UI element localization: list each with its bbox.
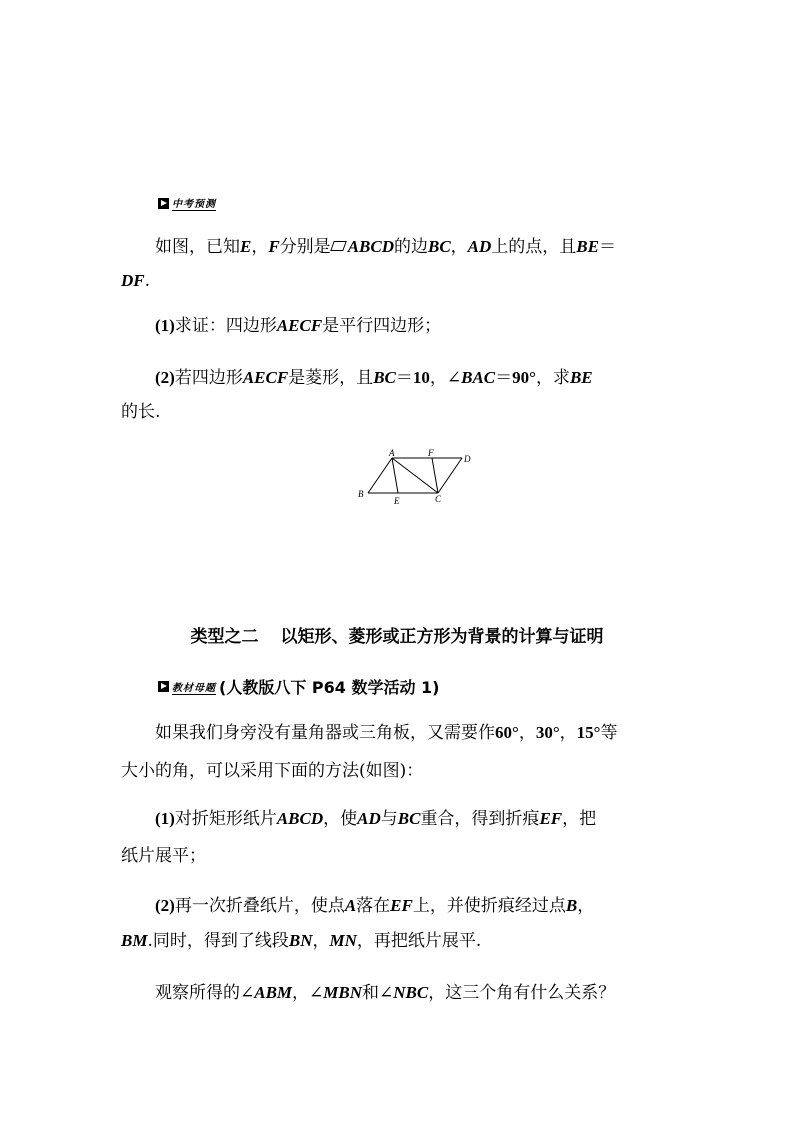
method-intro-line-1: 如果我们身旁没有量角器或三角板，又需要作60°，30°，15°等 xyxy=(155,723,618,743)
textbook-reference: (人教版八下 P64 数学活动 1) xyxy=(219,678,440,697)
problem-intro-line-2: DF. xyxy=(121,271,151,291)
label-B: B xyxy=(358,489,364,499)
tag-label: 中考预测 xyxy=(172,195,216,211)
textbook-problem-tag xyxy=(158,675,439,698)
label-D: D xyxy=(464,454,471,464)
section-heading: 类型之二 以矩形、菱形或正方形为背景的计算与证明 xyxy=(190,627,604,647)
parallelogram-figure xyxy=(352,446,482,510)
step-2-line-2: BM.同时，得到了线段BN，MN，再把纸片展平. xyxy=(121,931,482,951)
label-F: F xyxy=(428,448,434,458)
question-2-line-2: 的长. xyxy=(121,402,161,422)
tag-label: 教材母题 xyxy=(172,679,216,695)
segment-AE xyxy=(392,458,398,493)
label-A: A xyxy=(389,448,395,458)
method-intro-line-2: 大小的角，可以采用下面的方法(如图)： xyxy=(121,761,424,781)
segment-AB xyxy=(368,458,392,493)
segment-FC xyxy=(432,458,438,493)
exam-prediction-tag xyxy=(158,195,216,211)
step-1-line-2: 纸片展平； xyxy=(121,846,206,866)
play-triangle-icon xyxy=(158,198,169,209)
observation-question: 观察所得的∠ABM，∠MBN和∠NBC，这三个角有什么关系？ xyxy=(155,983,616,1003)
question-2-line-1: (2)若四边形AECF是菱形，且BC＝10，∠BAC＝90°，求BE xyxy=(155,368,593,388)
step-2-line-1: (2)再一次折叠纸片，使点A落在EF上，并使折痕经过点B， xyxy=(155,896,595,916)
segment-CD xyxy=(438,458,462,493)
segment-AC xyxy=(392,458,438,493)
play-triangle-icon xyxy=(158,681,169,692)
question-1: (1)求证：四边形AECF是平行四边形； xyxy=(155,316,442,336)
parallelogram-icon xyxy=(330,241,347,251)
label-E: E xyxy=(394,496,400,506)
step-1-line-1: (1)对折矩形纸片ABCD，使AD与BC重合，得到折痕EF，把 xyxy=(155,809,597,829)
problem-intro-line-1: 如图，已知E，F分别是 ABCD的边BC，AD上的点，且BE＝ xyxy=(155,237,616,257)
label-C: C xyxy=(435,494,442,504)
